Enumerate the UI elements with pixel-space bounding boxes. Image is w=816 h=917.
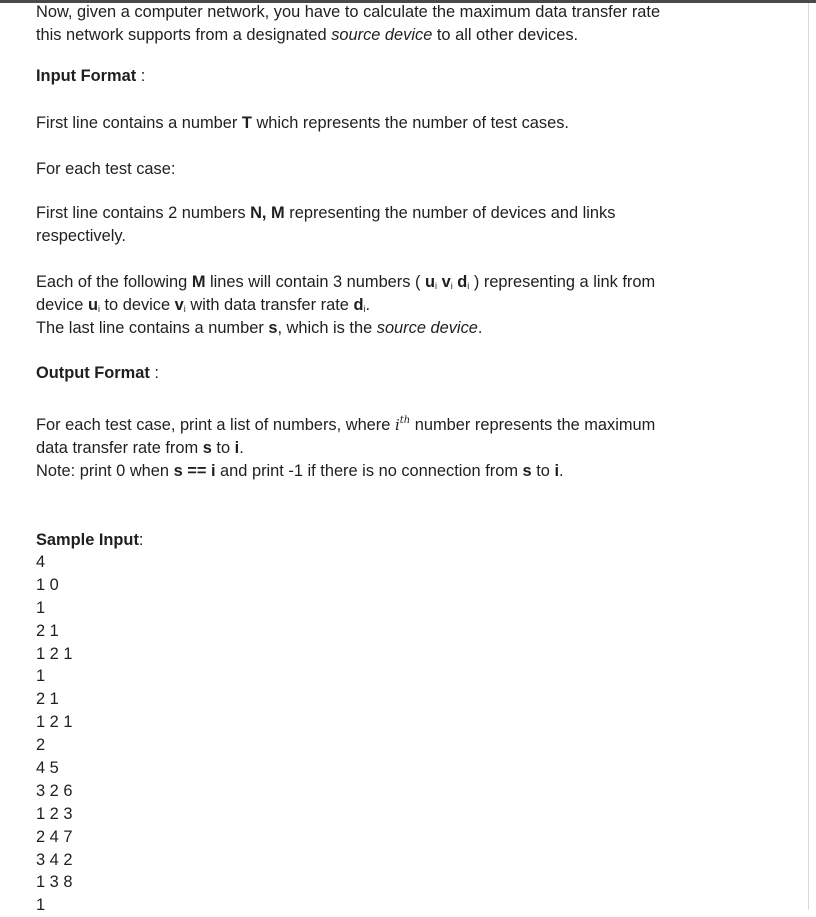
links-description: Each of the following M lines will contain 3 numbers ( $u_i$ $v_i$ $d_i$ ) representing a link from device $u_i$ to device $v_i$ with data transfer rate $d_i$. The last line contains a number s, which is the source device. (36, 273, 656, 337)
sample-line: 4 (36, 553, 46, 571)
right-border (808, 3, 809, 910)
sample-input-heading: Sample Input: (36, 531, 144, 549)
ith-math: $i^{th}$ (394, 415, 411, 434)
sample-input-block (36, 551, 72, 917)
each-test-case-label: For each test case: (36, 160, 176, 178)
sample-line: 1 (36, 598, 46, 617)
input-format-heading: Input Format : (36, 67, 146, 85)
intro-line-1: Now, given a computer network, you have to calculate the maximum data transfer rate (36, 3, 661, 21)
sample-line: 2 (36, 736, 46, 755)
sample-line: 1 0 (36, 575, 59, 594)
sample-line: 2 1 (36, 621, 59, 640)
first-line-description: First line contains a number T which represents the number of test cases. (36, 114, 569, 132)
sample-line: 2 4 7 (36, 827, 73, 846)
sample-line: 1 3 8 (36, 873, 73, 892)
sample-line: 1 (36, 896, 46, 915)
intro-paragraph (36, 1, 660, 47)
nm-description: First line contains 2 numbers N, M representing the number of devices and links respectively. (36, 204, 616, 245)
sample-line: 2 1 (36, 690, 59, 709)
output-format-heading: Output Format : (36, 364, 159, 382)
output-description: For each test case, print a list of numbers, where $i^{th}$ number represents the maximum data transfer rate from s to i. Note: print 0 when s == i and print -1 if there is no connection from s to i. (36, 415, 656, 480)
sample-line: 1 (36, 667, 46, 686)
sample-line: 1 2 1 (36, 644, 73, 663)
intro-line-2: this network supports from a designated source device to all other devices. (36, 26, 579, 44)
sample-line: 3 2 6 (36, 781, 73, 800)
sample-line: 1 2 1 (36, 713, 73, 732)
source-device-emphasis: source device (331, 26, 433, 44)
sample-line: 1 2 3 (36, 804, 73, 823)
sample-line: 3 4 2 (36, 850, 73, 869)
sample-line: 4 5 (36, 759, 59, 778)
